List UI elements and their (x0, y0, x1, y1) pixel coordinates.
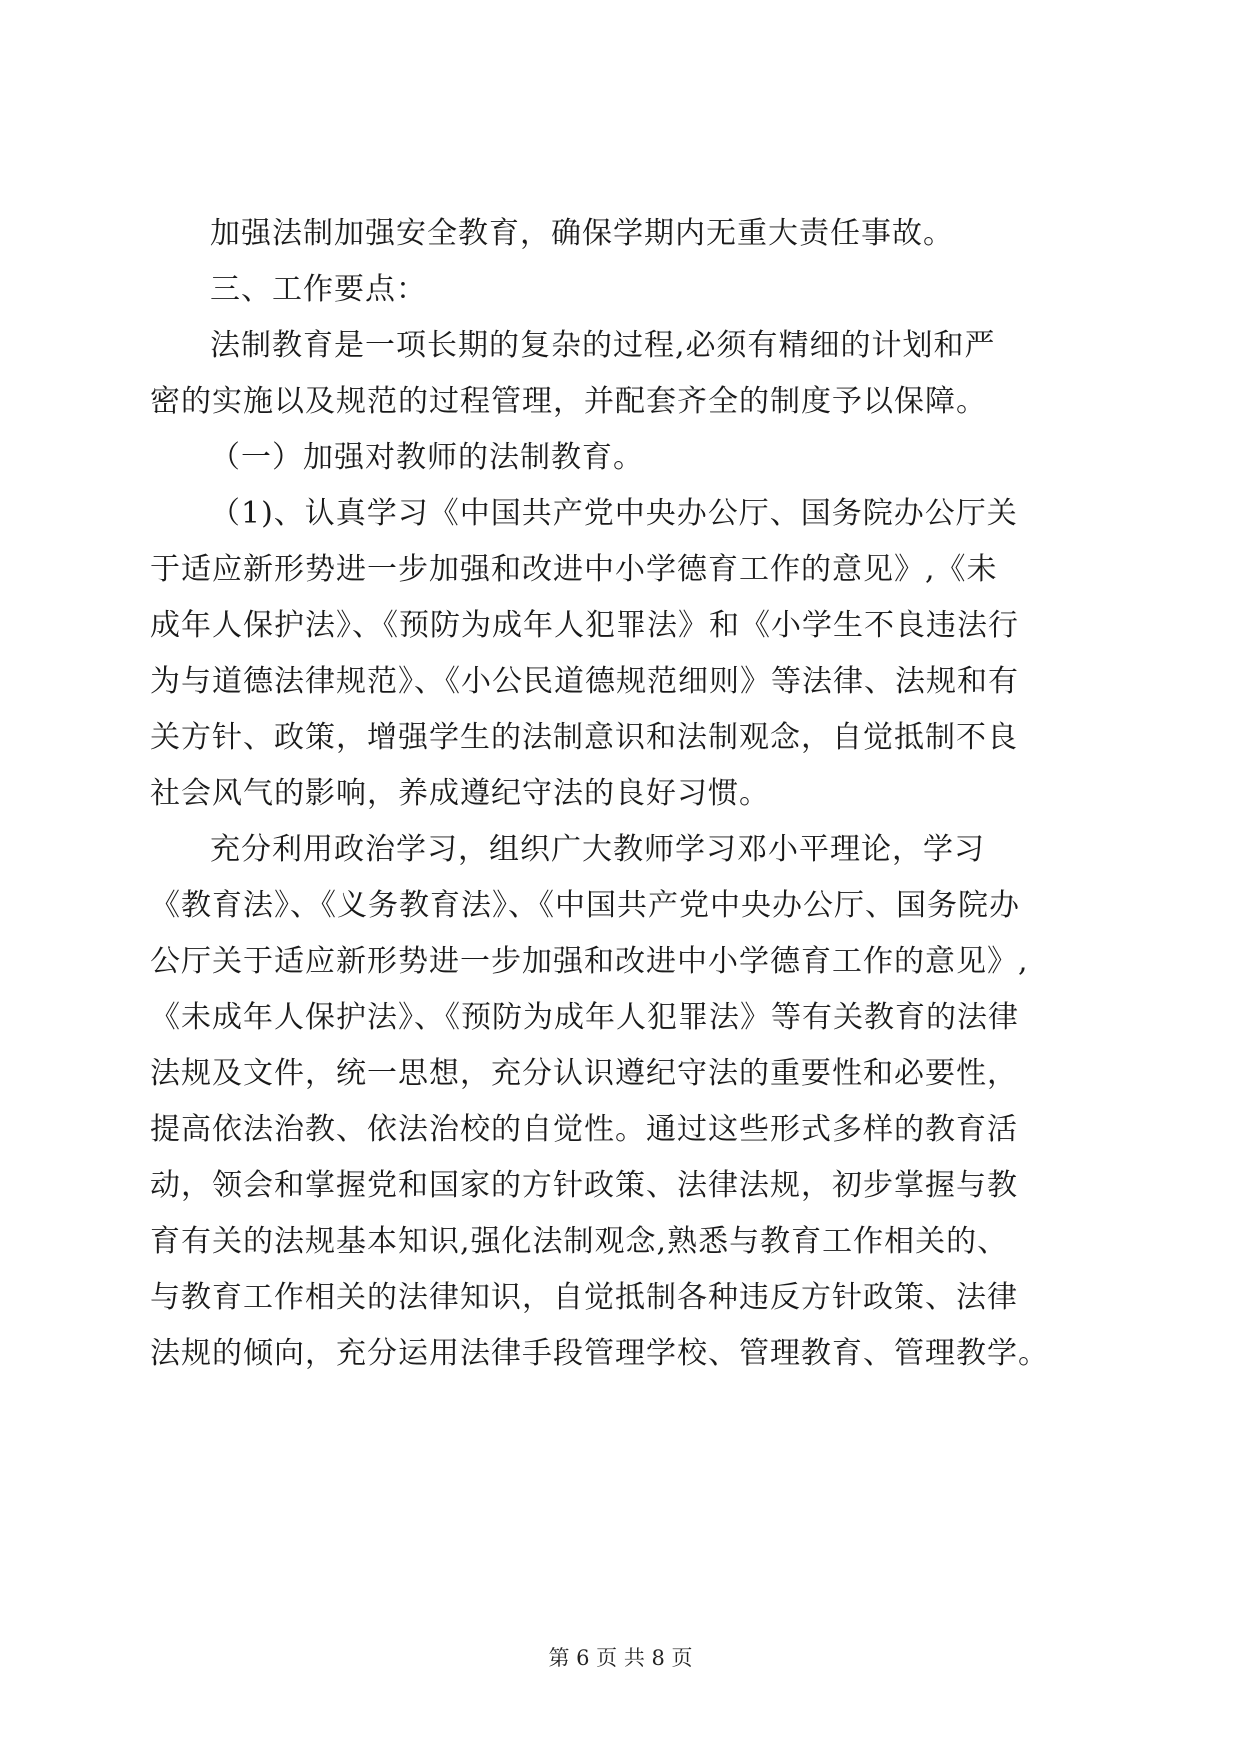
paragraph-line: 法制教育是一项长期的复杂的过程,必须有精细的计划和严 (210, 328, 996, 363)
paragraph-line: 提高依法治教、依法治校的自觉性。通过这些形式多样的教育活 (150, 1112, 1018, 1147)
paragraph-line: 育有关的法规基本知识,强化法制观念,熟悉与教育工作相关的、 (150, 1224, 1009, 1259)
paragraph-line: 《教育法》、《义务教育法》、《中国共产党中央办公厅、国务院办 (150, 888, 1020, 923)
page-number-footer: 第 6 页 共 8 页 (548, 1646, 693, 1670)
paragraph-line: 动，领会和掌握党和国家的方针政策、法律法规，初步掌握与教 (150, 1168, 1018, 1203)
subsection-heading: （一）加强对教师的法制教育。 (210, 440, 644, 475)
paragraph-line: （1)、认真学习《中国共产党中央办公厅、国务院办公厅关 (210, 496, 1018, 531)
paragraph-line: 社会风气的影响，养成遵纪守法的良好习惯。 (150, 776, 770, 811)
paragraph-line: 关方针、政策，增强学生的法制意识和法制观念，自觉抵制不良 (150, 720, 1018, 755)
paragraph-line: 法规及文件，统一思想，充分认识遵纪守法的重要性和必要性， (150, 1056, 1018, 1091)
paragraph-line: 《未成年人保护法》、《预防为成年人犯罪法》等有关教育的法律 (150, 1000, 1019, 1035)
paragraph-line: 成年人保护法》、《预防为成年人犯罪法》和《小学生不良违法行 (150, 608, 1019, 643)
paragraph-line: 公厅关于适应新形势进一步加强和改进中小学德育工作的意见》, (150, 944, 1029, 979)
paragraph-line: 充分利用政治学习，组织广大教师学习邓小平理论，学习 (210, 832, 985, 867)
paragraph-line: 于适应新形势进一步加强和改进中小学德育工作的意见》,《未 (150, 552, 998, 587)
paragraph-line: 与教育工作相关的法律知识，自觉抵制各种违反方针政策、法律 (150, 1280, 1018, 1315)
paragraph-line: 密的实施以及规范的过程管理，并配套齐全的制度予以保障。 (150, 384, 987, 419)
paragraph-line: 法规的倾向，充分运用法律手段管理学校、管理教育、管理教学。 (150, 1336, 1049, 1371)
paragraph-line: 加强法制加强安全教育，确保学期内无重大责任事故。 (210, 216, 954, 251)
section-heading: 三、工作要点： (210, 272, 427, 307)
paragraph-line: 为与道德法律规范》、《小公民道德规范细则》等法律、法规和有 (150, 664, 1019, 699)
